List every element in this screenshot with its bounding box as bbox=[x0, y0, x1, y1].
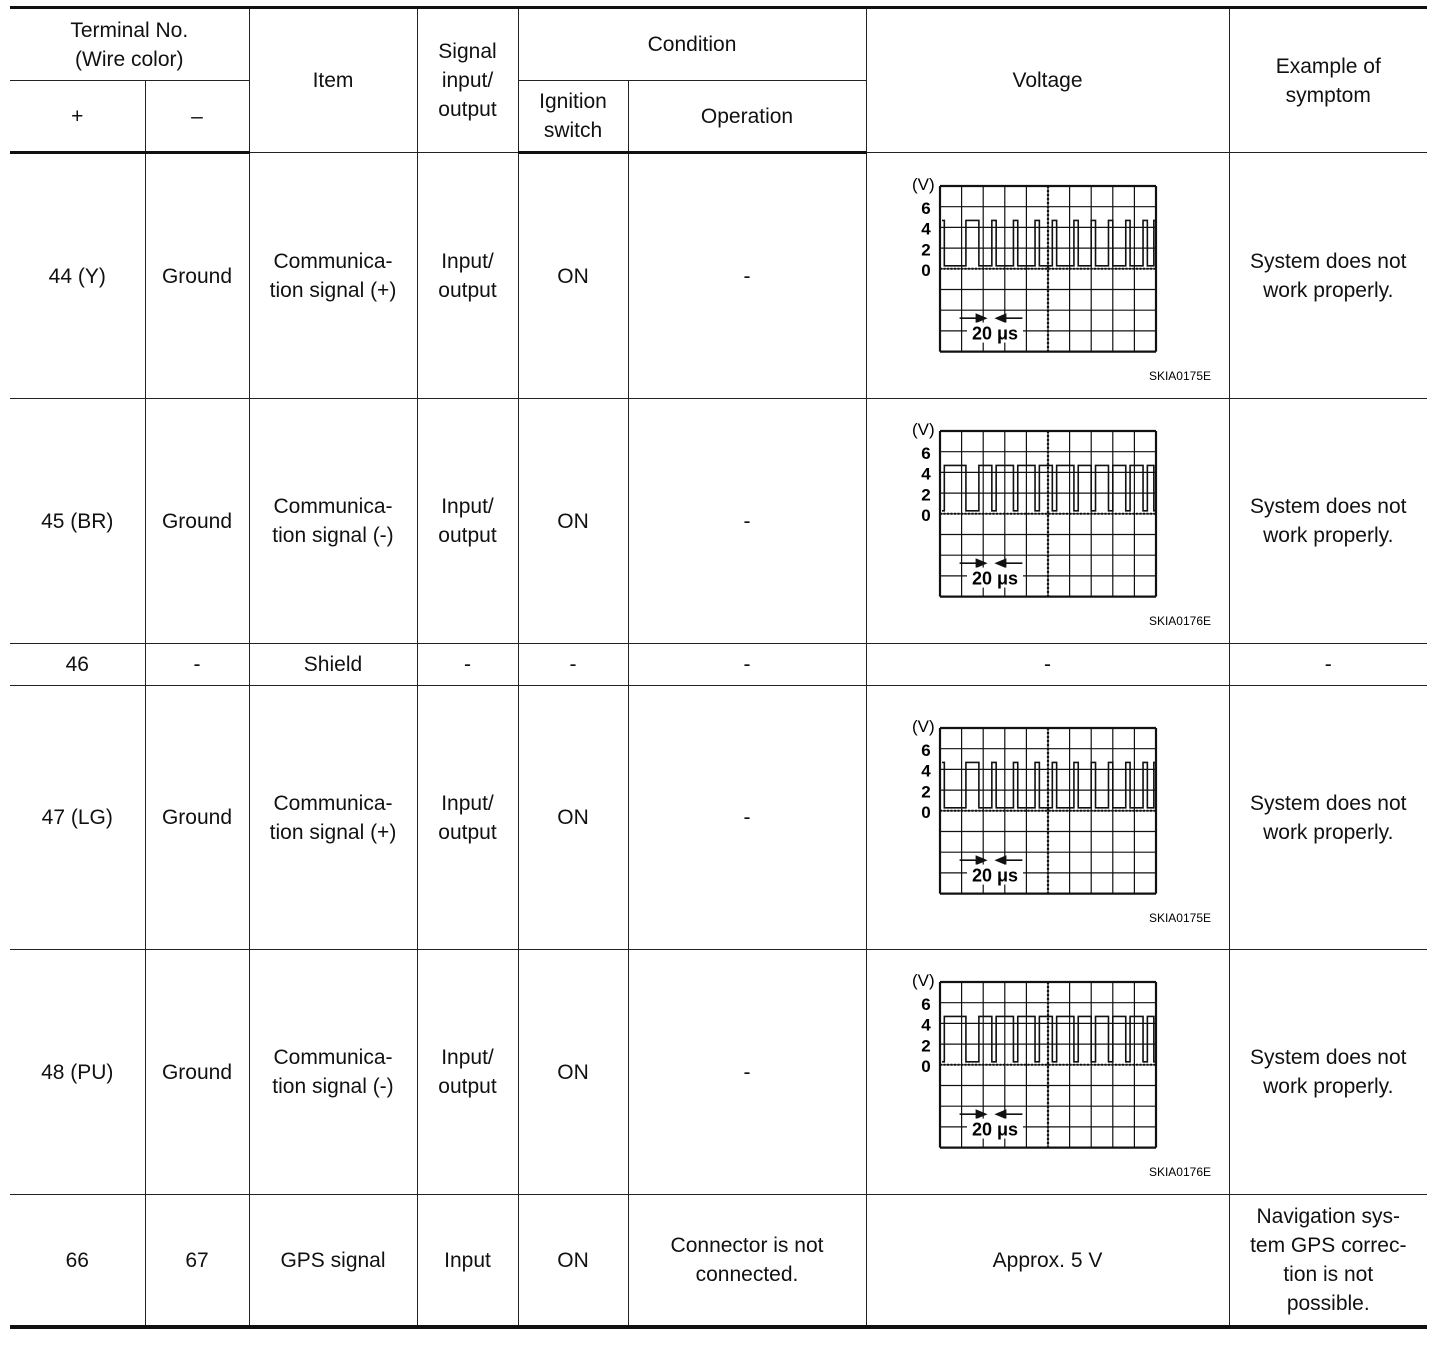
header-signal-line3: output bbox=[438, 98, 497, 121]
header-symptom bbox=[1229, 8, 1427, 153]
terminal-plus: 66 bbox=[10, 1195, 145, 1328]
symptom-line2: work properly. bbox=[1263, 1075, 1394, 1098]
unit-label: (V) bbox=[911, 716, 935, 736]
symptom-line2: work properly. bbox=[1263, 524, 1394, 547]
ignition-cell: - bbox=[518, 644, 628, 686]
time-marker-arrow-left bbox=[994, 855, 1006, 865]
y-tick-label: 2 bbox=[920, 781, 931, 801]
figure-code: SKIA0175E bbox=[1148, 368, 1211, 383]
symptom-cell bbox=[1229, 950, 1427, 1195]
header-plus: + bbox=[10, 81, 145, 153]
time-label: 20 μs bbox=[971, 865, 1018, 886]
y-tick-label: 6 bbox=[920, 198, 931, 218]
terminal-minus: Ground bbox=[145, 399, 249, 644]
header-symptom-line2: symptom bbox=[1285, 83, 1371, 107]
terminal-minus: Ground bbox=[145, 686, 249, 950]
terminal-plus: 46 bbox=[10, 644, 145, 686]
item-line1: Communica- bbox=[273, 791, 393, 815]
voltage-waveform-cell bbox=[866, 153, 1229, 399]
y-tick-label: 0 bbox=[920, 802, 931, 822]
operation-cell: - bbox=[628, 686, 866, 950]
table-row bbox=[10, 1195, 1427, 1328]
operation-cell: - bbox=[628, 153, 866, 399]
header-operation: Operation bbox=[628, 81, 866, 153]
header-ignition bbox=[518, 81, 628, 153]
item-cell bbox=[249, 686, 417, 950]
oscilloscope-waveform bbox=[878, 411, 1218, 631]
header-symptom-line1: Example of bbox=[1275, 54, 1381, 78]
item-line2: tion signal (+) bbox=[269, 820, 397, 844]
y-tick-label: 0 bbox=[920, 506, 931, 526]
symptom-line3: tion is not bbox=[1283, 1263, 1374, 1286]
operation-cell: - bbox=[628, 399, 866, 644]
y-tick-label: 6 bbox=[920, 444, 931, 463]
io-cell bbox=[417, 153, 518, 399]
table-row bbox=[10, 644, 1427, 686]
header-terminal bbox=[10, 8, 249, 81]
symptom-cell bbox=[1229, 686, 1427, 950]
operation-cell: - bbox=[628, 950, 866, 1195]
table-row bbox=[10, 686, 1427, 950]
io-cell: Input bbox=[417, 1195, 518, 1328]
io-line2: output bbox=[438, 524, 497, 547]
header-ignition-line2: switch bbox=[543, 119, 603, 142]
unit-label: (V) bbox=[911, 420, 935, 439]
operation-line1: Connector is not bbox=[670, 1234, 824, 1257]
figure-code: SKIA0175E bbox=[1148, 910, 1211, 925]
time-label: 20 μs bbox=[971, 323, 1018, 344]
time-marker-arrow-left bbox=[994, 313, 1006, 323]
terminal-spec-table bbox=[10, 6, 1427, 1329]
item-line2: tion signal (-) bbox=[272, 1075, 394, 1098]
io-line1: Input/ bbox=[441, 1046, 494, 1069]
time-label: 20 μs bbox=[971, 568, 1018, 589]
symptom-line2: work properly. bbox=[1263, 278, 1394, 302]
table-row bbox=[10, 399, 1427, 644]
table-row bbox=[10, 950, 1427, 1195]
table-row bbox=[10, 153, 1427, 399]
item-cell: GPS signal bbox=[249, 1195, 417, 1328]
voltage-waveform-cell bbox=[866, 686, 1229, 950]
symptom-line1: System does not bbox=[1250, 249, 1407, 273]
terminal-plus: 47 (LG) bbox=[10, 686, 145, 950]
y-tick-label: 4 bbox=[920, 1015, 931, 1035]
symptom-line4: possible. bbox=[1286, 1292, 1370, 1315]
y-tick-label: 4 bbox=[920, 761, 931, 781]
ignition-cell: ON bbox=[518, 153, 628, 399]
io-cell: - bbox=[417, 644, 518, 686]
y-tick-label: 4 bbox=[920, 464, 931, 484]
symptom-cell bbox=[1229, 399, 1427, 644]
ignition-cell: ON bbox=[518, 950, 628, 1195]
time-marker-arrow-left bbox=[994, 558, 1006, 568]
ignition-cell: ON bbox=[518, 686, 628, 950]
figure-code: SKIA0176E bbox=[1148, 614, 1211, 628]
figure-code: SKIA0176E bbox=[1148, 1165, 1211, 1179]
header-terminal-line1: Terminal No. bbox=[70, 18, 189, 42]
time-marker-arrow-right bbox=[975, 1109, 987, 1119]
unit-label: (V) bbox=[911, 174, 935, 194]
time-marker-arrow-right bbox=[975, 313, 987, 323]
header-signal-line1: Signal bbox=[438, 40, 497, 63]
operation-cell: - bbox=[628, 644, 866, 686]
terminal-minus: Ground bbox=[145, 153, 249, 399]
symptom-line1: System does not bbox=[1250, 1046, 1407, 1069]
item-line1: Communica- bbox=[273, 495, 393, 518]
time-marker-arrow-left bbox=[994, 1109, 1006, 1119]
header-condition: Condition bbox=[518, 8, 866, 81]
header-minus: – bbox=[145, 81, 249, 153]
voltage-cell: - bbox=[866, 644, 1229, 686]
item-line2: tion signal (+) bbox=[269, 278, 397, 302]
y-tick-label: 6 bbox=[920, 740, 931, 760]
y-tick-label: 2 bbox=[920, 485, 931, 505]
item-cell: Shield bbox=[249, 644, 417, 686]
oscilloscope-waveform bbox=[878, 166, 1218, 386]
y-tick-label: 6 bbox=[920, 995, 931, 1014]
terminal-plus: 48 (PU) bbox=[10, 950, 145, 1195]
symptom-line2: work properly. bbox=[1263, 820, 1394, 844]
symptom-line2: tem GPS correc- bbox=[1250, 1234, 1407, 1257]
symptom-cell bbox=[1229, 153, 1427, 399]
terminal-plus: 45 (BR) bbox=[10, 399, 145, 644]
header-item: Item bbox=[249, 8, 417, 153]
time-marker-arrow-right bbox=[975, 558, 987, 568]
oscilloscope-waveform bbox=[878, 962, 1218, 1182]
operation-line2: connected. bbox=[695, 1263, 799, 1286]
symptom-line1: System does not bbox=[1250, 495, 1407, 518]
io-cell bbox=[417, 686, 518, 950]
time-marker-arrow-right bbox=[975, 855, 987, 865]
item-cell bbox=[249, 153, 417, 399]
item-line1: Communica- bbox=[273, 249, 393, 273]
ignition-cell: ON bbox=[518, 399, 628, 644]
voltage-waveform-cell bbox=[866, 399, 1229, 644]
io-line2: output bbox=[438, 1075, 497, 1098]
header-terminal-line2: (Wire color) bbox=[75, 47, 184, 71]
voltage-cell: Approx. 5 V bbox=[866, 1195, 1229, 1328]
io-line2: output bbox=[438, 278, 497, 302]
header-signal bbox=[417, 8, 518, 153]
ignition-cell: ON bbox=[518, 1195, 628, 1328]
y-tick-label: 4 bbox=[920, 219, 931, 239]
io-line2: output bbox=[438, 820, 497, 844]
symptom-line1: Navigation sys- bbox=[1256, 1205, 1401, 1228]
oscilloscope-waveform bbox=[878, 708, 1218, 928]
io-line1: Input/ bbox=[441, 249, 494, 273]
header-signal-line2: input/ bbox=[441, 69, 494, 92]
item-line1: Communica- bbox=[273, 1046, 393, 1069]
y-tick-label: 0 bbox=[920, 260, 931, 280]
item-line2: tion signal (-) bbox=[272, 524, 394, 547]
symptom-cell bbox=[1229, 1195, 1427, 1328]
io-cell bbox=[417, 950, 518, 1195]
io-line1: Input/ bbox=[441, 495, 494, 518]
time-label: 20 μs bbox=[971, 1119, 1018, 1140]
symptom-cell: - bbox=[1229, 644, 1427, 686]
terminal-plus: 44 (Y) bbox=[10, 153, 145, 399]
y-tick-label: 2 bbox=[920, 1036, 931, 1056]
voltage-waveform-cell bbox=[866, 950, 1229, 1195]
y-tick-label: 0 bbox=[920, 1057, 931, 1077]
symptom-line1: System does not bbox=[1250, 791, 1407, 815]
io-cell bbox=[417, 399, 518, 644]
terminal-minus: Ground bbox=[145, 950, 249, 1195]
header-voltage: Voltage bbox=[866, 8, 1229, 153]
terminal-minus: 67 bbox=[145, 1195, 249, 1328]
unit-label: (V) bbox=[911, 971, 935, 990]
io-line1: Input/ bbox=[441, 791, 494, 815]
item-cell bbox=[249, 950, 417, 1195]
terminal-minus: - bbox=[145, 644, 249, 686]
y-tick-label: 2 bbox=[920, 239, 931, 259]
header-ignition-line1: Ignition bbox=[539, 90, 607, 113]
item-cell bbox=[249, 399, 417, 644]
operation-cell bbox=[628, 1195, 866, 1328]
